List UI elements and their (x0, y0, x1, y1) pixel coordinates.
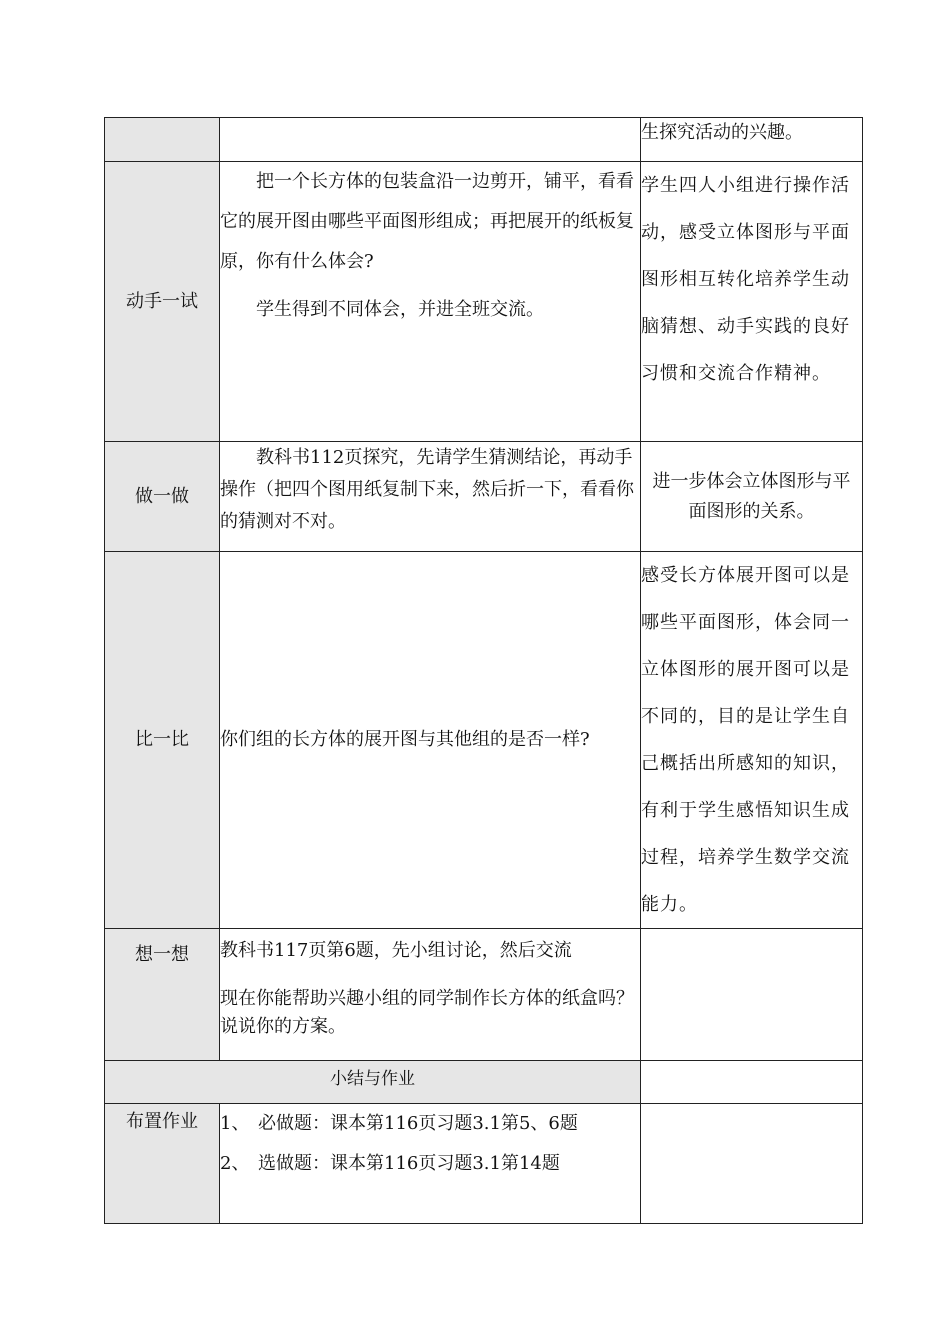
row-label-text: 想一想 (135, 944, 189, 965)
note-text: 生探究活动的兴趣。 (641, 122, 803, 143)
list-item-text: 必做题：课本第116页习题3.1第5、6题 (258, 1113, 578, 1134)
table-row (105, 1061, 863, 1104)
row-note (641, 552, 863, 929)
table-row (105, 162, 863, 442)
content-paragraph: 教科书117页第6题，先小组讨论，然后交流 (220, 940, 572, 961)
note-text: 进一步体会立体图形与平面图形的关系。 (652, 470, 851, 522)
row-content (220, 442, 641, 552)
table-row (105, 552, 863, 929)
row-content (220, 118, 641, 162)
table-row (105, 442, 863, 552)
row-label-text: 比一比 (135, 729, 189, 750)
row-label (105, 118, 220, 162)
row-note (641, 929, 863, 1061)
section-title (105, 1061, 641, 1104)
row-note (641, 162, 863, 442)
homework-list (220, 1104, 640, 1184)
row-content (220, 1104, 641, 1224)
row-content (220, 929, 641, 1061)
row-note (641, 442, 863, 552)
content-paragraph: 把一个长方体的包装盒沿一边剪开，铺平，看看它的展开图由哪些平面图形组成；再把展开的纸板复原，你有什么体会? (220, 171, 634, 272)
section-title-text: 小结与作业 (330, 1069, 415, 1089)
list-item (220, 1104, 640, 1144)
table-row (105, 118, 863, 162)
list-item-number: 1、 (220, 1113, 250, 1134)
row-content (220, 162, 641, 442)
list-item-text: 选做题：课本第116页习题3.1第14题 (258, 1153, 560, 1174)
content-paragraph: 教科书112页探究，先请学生猜测结论，再动手操作（把四个图用纸复制下来，然后折一下，看看你的猜测对不对。 (220, 447, 634, 532)
row-note (641, 118, 863, 162)
list-item (220, 1144, 640, 1184)
row-label (105, 929, 220, 1061)
row-label-text: 动手一试 (126, 290, 198, 312)
row-content (220, 552, 641, 929)
row-label (105, 1104, 220, 1224)
content-paragraph: 学生得到不同体会，并进全班交流。 (256, 299, 544, 320)
content-paragraph: 现在你能帮助兴趣小组的同学制作长方体的纸盒吗？说说你的方案。 (220, 988, 634, 1037)
content-paragraph: 你们组的长方体的展开图与其他组的是否一样? (220, 729, 590, 750)
row-label (105, 552, 220, 929)
row-note (641, 1104, 863, 1224)
row-label-text: 做一做 (135, 485, 189, 507)
lesson-plan-table (104, 117, 863, 1224)
table-row (105, 929, 863, 1061)
note-text: 感受长方体展开图可以是哪些平面图形，体会同一立体图形的展开图可以是不同的，目的是让学生自己概括出所感知的知识，有利于学生感悟知识生成过程，培养学生数学交流能力。 (641, 565, 850, 915)
table-row (105, 1104, 863, 1224)
row-label-text: 布置作业 (126, 1111, 198, 1132)
row-note (641, 1061, 863, 1104)
row-label (105, 162, 220, 442)
list-item-number: 2、 (220, 1153, 250, 1174)
row-label (105, 442, 220, 552)
note-text: 学生四人小组进行操作活动，感受立体图形与平面图形相互转化培养学生动脑猜想、动手实践的良好习惯和交流合作精神。 (641, 175, 850, 384)
